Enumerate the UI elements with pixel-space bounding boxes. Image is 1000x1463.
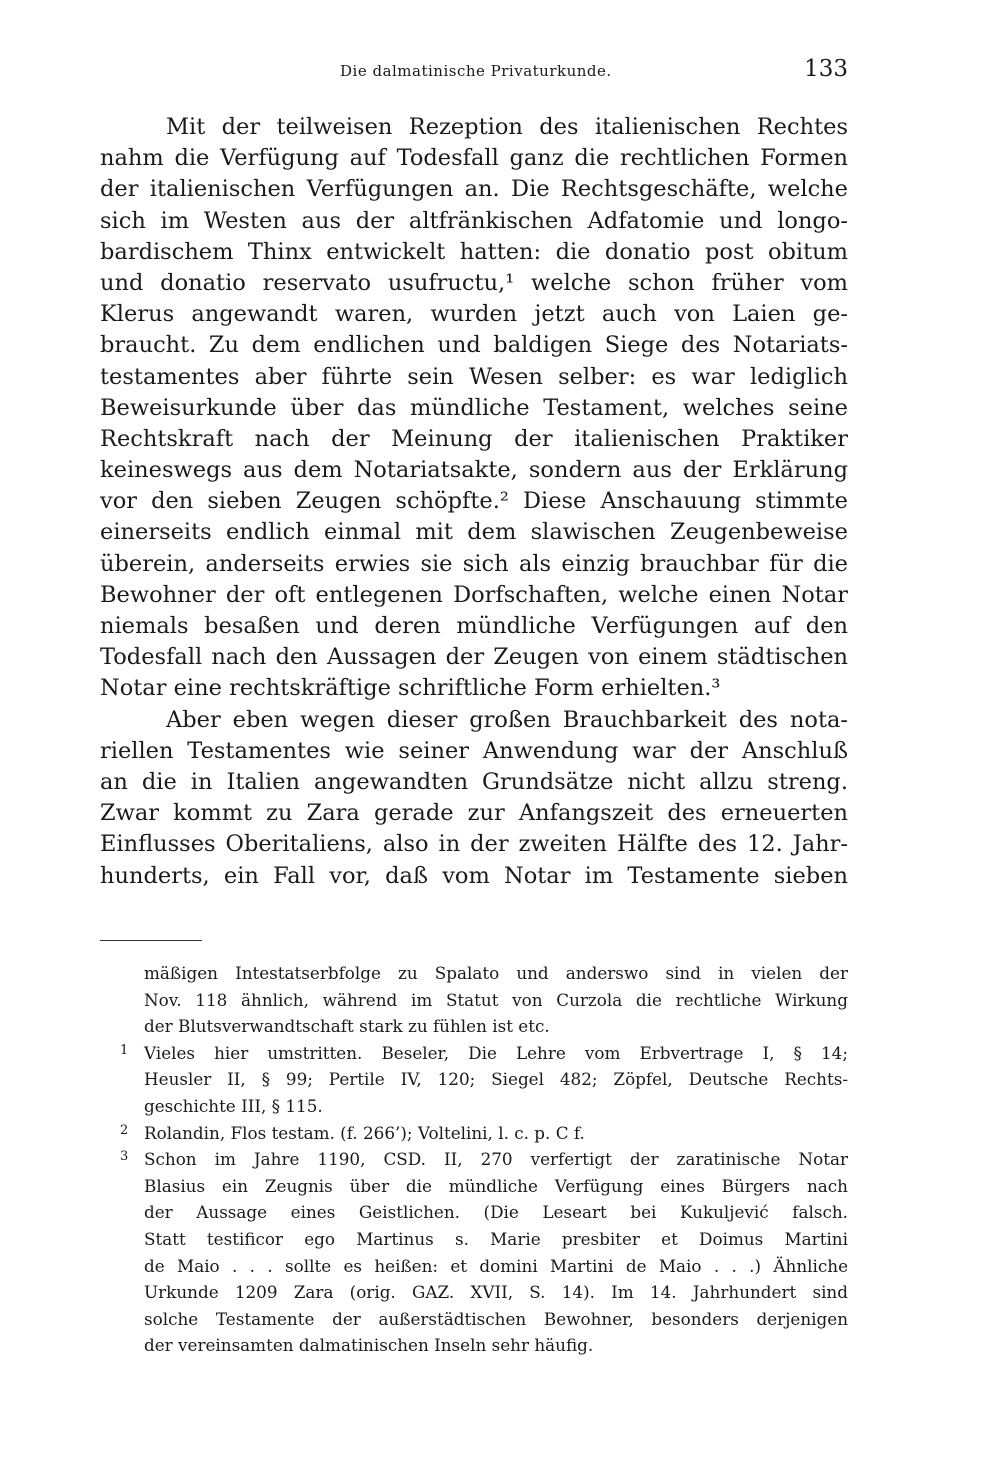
text-line: nahm die Verfügung auf Todesfall ganz die rechtlichen Formen: [100, 145, 848, 172]
footnote-1: [100, 1040, 848, 1120]
text-line: Todesfall nach den Aussagen der Zeugen von einem städtischen: [100, 644, 848, 671]
footnote-line: der vereinsamten dalmatinischen Inseln sehr häufig.: [144, 1335, 594, 1356]
footnote-2: [100, 1120, 848, 1147]
footnote-3: [100, 1146, 848, 1359]
text-line: der italienischen Verfügungen an. Die Rechtsgeschäfte, welche: [100, 176, 848, 203]
footnote-line: solche Testamente der außerstädtischen Bewohner, besonders derjenigen: [144, 1308, 848, 1329]
text-line: an die in Italien angewandten Grundsätze nicht allzu streng.: [100, 768, 848, 795]
footnote-line: Heusler II, § 99; Pertile IV, 120; Siegel 482; Zöpfel, Deutsche Rechts-: [144, 1069, 848, 1090]
paragraph: [100, 112, 848, 705]
text-line: testamentes aber führte sein Wesen selber: es war lediglich: [100, 363, 848, 390]
footnote-marker: 3: [120, 1149, 129, 1165]
text-line: niemals besaßen und deren mündliche Verfügungen auf den: [100, 613, 848, 639]
text-line: hunderts, ein Fall vor, daß vom Notar im Testamente sieben: [100, 862, 848, 889]
footnote-line: Statt testificor ego Martinus s. Marie presbiter et Doimus Martini: [144, 1228, 848, 1249]
footnote-line: de Maio . . . sollte es heißen: et domini Martini de Maio . . .) Ähnliche: [144, 1255, 848, 1276]
body-text: [100, 112, 848, 892]
footnote-line: Schon im Jahre 1190, CSD. II, 270 verfertigt der zaratinische Notar: [144, 1149, 848, 1170]
footnote-line: Rolandin, Flos testam. (f. 266’); Voltelini, l. c. p. C f.: [144, 1122, 585, 1143]
text-line: vor den sieben Zeugen schöpfte.² Diese Anschauung stimmte: [100, 488, 848, 515]
text-line: einerseits endlich einmal mit dem slawischen Zeugenbeweise: [100, 519, 848, 546]
text-line: bardischem Thinx entwickelt hatten: die donatio post obitum: [100, 238, 848, 265]
footnote-marker: 2: [120, 1122, 129, 1138]
running-head: [100, 56, 848, 86]
footnote-line: der Blutsverwandtschaft stark zu fühlen ist etc.: [144, 1016, 550, 1037]
text-line: Mit der teilweisen Rezeption des italienischen Rechtes: [166, 114, 848, 140]
footnote-line: der Aussage eines Geistlichen. (Die Leseart bei Kukuljević falsch.: [144, 1202, 848, 1223]
text-line: sich im Westen aus der altfränkischen Adfatomie und longo-: [100, 207, 848, 234]
footnote-line: Urkunde 1209 Zara (orig. GAZ. XVII, S. 14). Im 14. Jahrhundert sind: [144, 1282, 848, 1303]
text-line: überein, anderseits erwies sie sich als einzig brauchbar für die: [100, 550, 848, 577]
text-line: Beweisurkunde über das mündliche Testament, welches seine: [100, 394, 848, 421]
footnote-line: geschichte III, § 115.: [144, 1095, 323, 1116]
text-line: braucht. Zu dem endlichen und baldigen Siege des Notariats-: [100, 332, 848, 359]
footnote-line: mäßigen Intestatserbfolge zu Spalato und anderswo sind in vielen der: [144, 963, 848, 983]
footnote-continuation: [100, 960, 848, 1040]
footnote-first-line: [100, 1146, 848, 1173]
text-line: Aber eben wegen dieser großen Brauchbarkeit des nota-: [166, 706, 848, 733]
footnote-separator: [100, 940, 202, 941]
text-line: keineswegs aus dem Notariatsakte, sondern aus der Erklärung: [100, 457, 848, 484]
text-line: riellen Testamentes wie seiner Anwendung war der Anschluß: [100, 737, 848, 764]
footnote-line: Nov. 118 ähnlich, während im Statut von Curzola die rechtliche Wirkung: [144, 989, 848, 1010]
footnote-line: Blasius ein Zeugnis über die mündliche Verfügung eines Bürgers nach: [144, 1175, 848, 1196]
text-line: Klerus angewandt waren, wurden jetzt auch von Laien ge-: [100, 301, 848, 328]
footnote-line: Vieles hier umstritten. Beseler, Die Lehre vom Erbvertrage I, § 14;: [144, 1042, 848, 1063]
text-line: Notar eine rechtskräftige schriftliche Form erhielten.³: [100, 675, 721, 702]
text-line: Zwar kommt zu Zara gerade zur Anfangszeit des erneuerten: [100, 800, 848, 827]
text-line: Einflusses Oberitaliens, also in der zweiten Hälfte des 12. Jahr-: [100, 831, 848, 858]
text-line: und donatio reservato usufructu,¹ welche schon früher vom: [100, 269, 848, 296]
paragraph: [100, 705, 848, 892]
footnote-marker: 1: [120, 1042, 129, 1058]
page-number: 133: [804, 56, 848, 82]
footnotes: [100, 960, 848, 1359]
footnote-first-line: [100, 1120, 848, 1147]
text-line: Rechtskraft nach der Meinung der italienischen Praktiker: [100, 425, 848, 452]
footnote-first-line: [100, 1040, 848, 1067]
running-title: Die dalmatinische Privaturkunde.: [340, 62, 612, 80]
text-line: Bewohner der oft entlegenen Dorfschaften, welche einen Notar: [100, 581, 848, 608]
